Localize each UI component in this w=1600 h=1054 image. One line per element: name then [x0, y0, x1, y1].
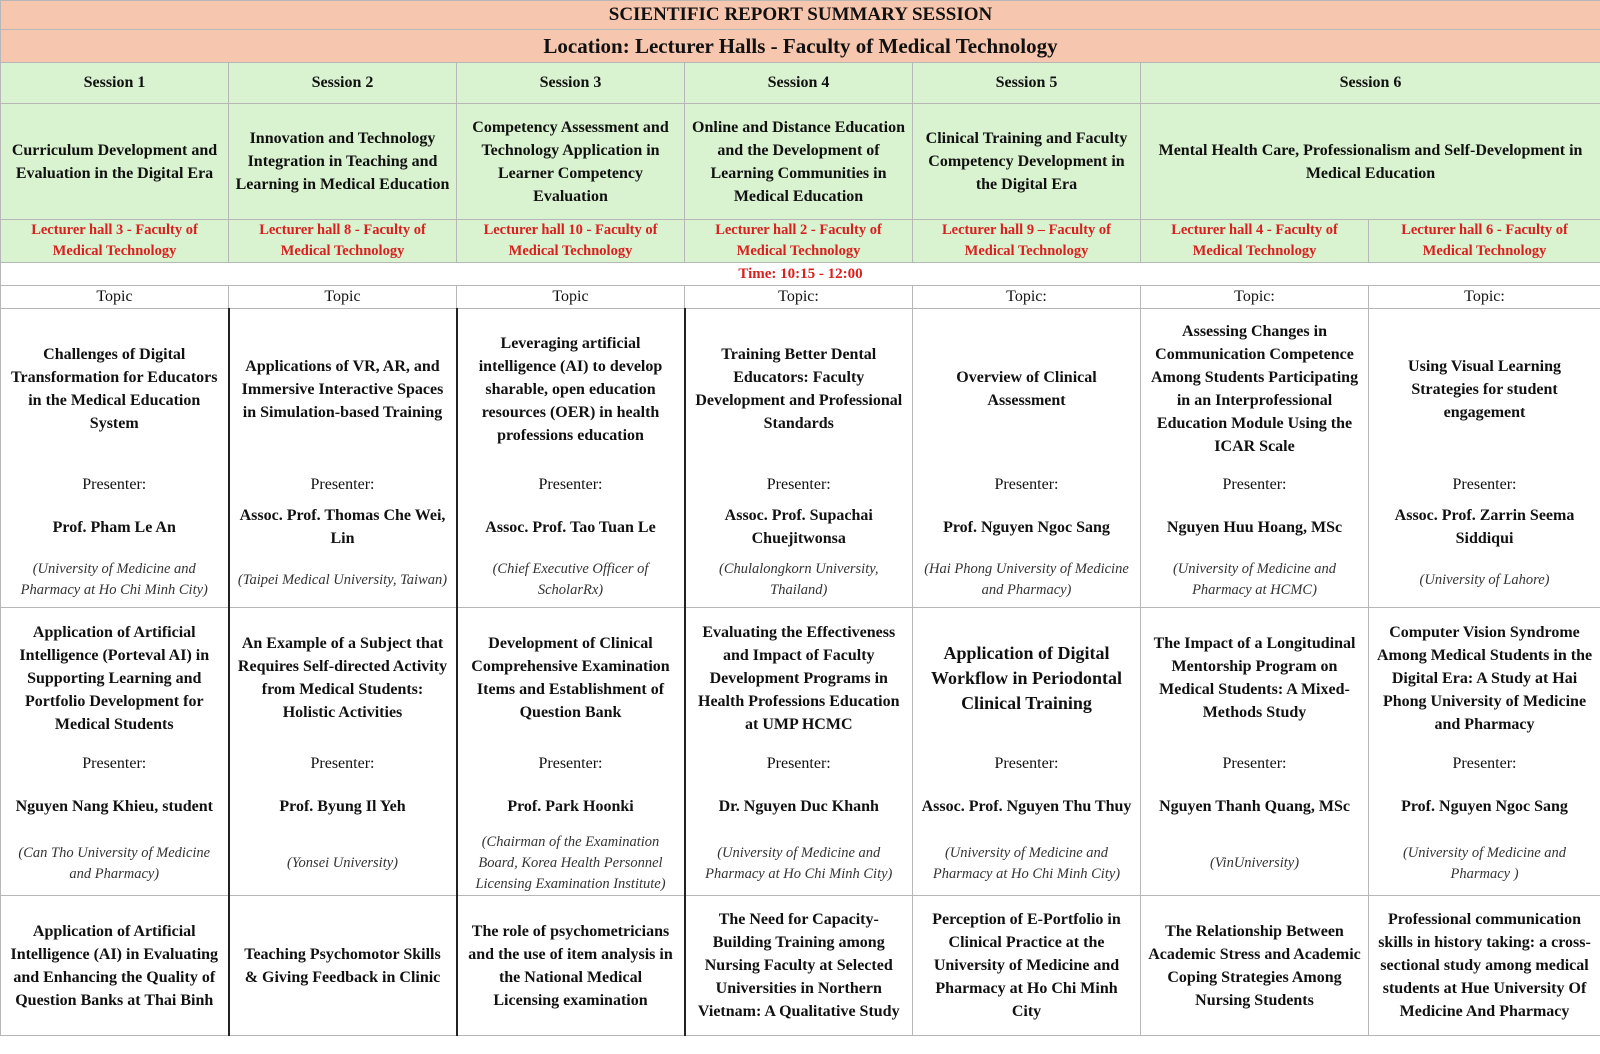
session-time: Time: 10:15 - 12:00: [1, 263, 1600, 286]
talk-title: The Need for Capacity-Building Training among Nursing Faculty at Selected Universities in Northern Vietnam: A Qualitative Study: [697, 911, 900, 1020]
presenter-name: Assoc. Prof. Thomas Che Wei, Lin: [239, 507, 446, 547]
talk-title: The role of psychometricians and the use of item analysis in the National Medical Licensing examination: [468, 922, 673, 1009]
talk-title: Assessing Changes in Communication Competence Among Students Participating in an Interprofessional Education Module Using the ICAR Scale: [1150, 323, 1359, 455]
lecture-hall: Lecturer hall 8 - Faculty of Medical Technology: [229, 220, 457, 263]
talk-title: Using Visual Learning Strategies for student engagement: [1408, 357, 1561, 421]
presenter-affiliation: (University of Lahore): [1419, 571, 1550, 588]
topic-label: Topic: [457, 286, 685, 309]
presenter-affiliation: (Hai Phong University of Medicine and Pharmacy): [924, 561, 1129, 598]
presenter-label: Presenter:: [82, 476, 147, 493]
talk-title: The Impact of a Longitudinal Mentorship Program on Medical Students: A Mixed-Methods Study: [1153, 635, 1356, 721]
talk-cell: [685, 896, 913, 1036]
talk-cell: [1141, 309, 1369, 608]
talk-row: [1, 309, 1600, 608]
presenter-name: Assoc. Prof. Tao Tuan Le: [485, 518, 656, 536]
talk-cell: [685, 608, 913, 896]
lecture-hall: Lecturer hall 6 - Faculty of Medical Technology: [1369, 220, 1600, 263]
presenter-affiliation: (University of Medicine and Pharmacy at HCMC): [1172, 561, 1337, 598]
talk-cell: [913, 608, 1141, 896]
presenter-label: Presenter:: [1222, 476, 1287, 493]
presenter-name: Nguyen Huu Hoang, MSc: [1166, 518, 1343, 536]
presenter-name: Nguyen Thanh Quang, MSc: [1159, 797, 1350, 815]
topic-label: Topic: [229, 286, 457, 309]
presenter-name: Prof. Pham Le An: [52, 518, 176, 536]
talk-title: Computer Vision Syndrome Among Medical Students in the Digital Era: A Study at Hai Phong University of Medicine and Pharmacy: [1376, 623, 1593, 733]
report-title: SCIENTIFIC REPORT SUMMARY SESSION: [1, 1, 1600, 30]
time-row: [1, 263, 1600, 286]
lecture-hall: Lecturer hall 2 - Faculty of Medical Technology: [685, 220, 913, 263]
session-theme: Competency Assessment and Technology Application in Learner Competency Evaluation: [457, 104, 685, 220]
lecture-hall: Lecturer hall 10 - Faculty of Medical Technology: [457, 220, 685, 263]
talk-title: Perception of E-Portfolio in Clinical Practice at the University of Medicine and Pharmacy at Ho Chi Minh City: [932, 911, 1121, 1020]
presenter-affiliation: (Can Tho University of Medicine and Pharmacy): [18, 844, 211, 882]
presenter-label: Presenter:: [538, 755, 603, 772]
presenter-name: Assoc. Prof. Nguyen Thu Thuy: [921, 797, 1132, 815]
talk-title: Teaching Psychomotor Skills & Giving Feedback in Clinic: [244, 945, 441, 986]
presenter-affiliation: (University of Medicine and Pharmacy ): [1402, 844, 1567, 882]
talk-title: Application of Digital Workflow in Periodontal Clinical Training: [930, 642, 1122, 713]
presenter-affiliation: (University of Medicine and Pharmacy at Ho Chi Minh City): [20, 561, 208, 598]
talk-title: Leveraging artificial intelligence (AI) to develop sharable, open education resources (OER) in health professions education: [478, 334, 663, 444]
talk-cell: [1, 608, 229, 896]
session-theme: Mental Health Care, Professionalism and Self-Development in Medical Education: [1141, 104, 1600, 220]
talk-cell: [685, 309, 913, 608]
presenter-label: Presenter:: [994, 476, 1059, 493]
presenter-affiliation: (University of Medicine and Pharmacy at Ho Chi Minh City): [932, 844, 1121, 882]
talk-cell: [1, 896, 229, 1036]
talk-title: Application of Artificial Intelligence (Porteval AI) in Supporting Learning and Portfolio Development for Medical Students: [19, 623, 210, 733]
talk-title: Challenges of Digital Transformation for Educators in the Medical Education System: [10, 346, 218, 432]
presenter-label: Presenter:: [82, 755, 147, 772]
talk-title: An Example of a Subject that Requires Self-directed Activity from Medical Students: Holistic Activities: [237, 635, 448, 721]
presenter-label: Presenter:: [994, 755, 1059, 772]
talk-title: Applications of VR, AR, and Immersive Interactive Spaces in Simulation-based Training: [241, 357, 444, 421]
talk-title: Development of Clinical Comprehensive Examination Items and Establishment of Question Bank: [471, 635, 670, 721]
talk-title: Application of Artificial Intelligence (AI) in Evaluating and Enhancing the Quality of Question Banks at Thai Binh: [10, 922, 219, 1009]
lecture-hall: Lecturer hall 4 - Faculty of Medical Technology: [1141, 220, 1369, 263]
presenter-name: Prof. Park Hoonki: [507, 797, 634, 815]
talk-cell: [1369, 896, 1600, 1036]
presenter-label: Presenter:: [310, 476, 375, 493]
talk-row: [1, 608, 1600, 896]
session-label: Session 6: [1141, 63, 1600, 104]
presenter-name: Assoc. Prof. Supachai Chuejitwonsa: [724, 507, 873, 547]
presenter-label: Presenter:: [1452, 755, 1517, 772]
presenter-label: Presenter:: [538, 476, 603, 493]
presenter-name: Prof. Nguyen Ngoc Sang: [943, 518, 1110, 536]
presenter-label: Presenter:: [1452, 476, 1517, 493]
session-label: Session 3: [457, 63, 685, 104]
talk-cell: [457, 896, 685, 1036]
presenter-label: Presenter:: [1222, 755, 1287, 772]
session-theme: Innovation and Technology Integration in Teaching and Learning in Medical Education: [229, 104, 457, 220]
talk-row: [1, 896, 1600, 1036]
presenter-affiliation: (Taipei Medical University, Taiwan): [237, 571, 448, 588]
presenter-affiliation: (VinUniversity): [1209, 855, 1300, 871]
lecture-hall: Lecturer hall 3 - Faculty of Medical Technology: [1, 220, 229, 263]
session-theme: Curriculum Development and Evaluation in the Digital Era: [1, 104, 229, 220]
session-label-row: [1, 63, 1600, 104]
talk-cell: [457, 309, 685, 608]
presenter-affiliation: (University of Medicine and Pharmacy at Ho Chi Minh City): [705, 844, 893, 882]
session-label: Session 4: [685, 63, 913, 104]
topic-label: Topic:: [913, 286, 1141, 309]
lecture-hall: Lecturer hall 9 – Faculty of Medical Technology: [913, 220, 1141, 263]
presenter-affiliation: (Chairman of the Examination Board, Korea Health Personnel Licensing Examination Institute): [475, 834, 666, 892]
talk-cell: [1141, 608, 1369, 896]
presenter-affiliation: (Yonsei University): [286, 855, 399, 871]
talk-title: Training Better Dental Educators: Faculty Development and Professional Standards: [695, 346, 903, 432]
talk-cell: [1369, 309, 1600, 608]
topic-label: Topic:: [685, 286, 913, 309]
header-location-row: [1, 30, 1600, 63]
location-title: Location: Lecturer Halls - Faculty of Medical Technology: [1, 30, 1600, 63]
talk-cell: [1141, 896, 1369, 1036]
presenter-name: Dr. Nguyen Duc Khanh: [718, 797, 879, 815]
presenter-label: Presenter:: [310, 755, 375, 772]
presenter-name: Prof. Byung Il Yeh: [279, 797, 406, 815]
talk-title: Professional communication skills in history taking: a cross-sectional study among medical students at Hue University Of Medicine And Pharmacy: [1378, 911, 1591, 1020]
session-label: Session 1: [1, 63, 229, 104]
talk-title: The Relationship Between Academic Stress and Academic Coping Strategies Among Nursing Students: [1148, 922, 1361, 1009]
topic-label-row: [1, 286, 1600, 309]
presenter-name: Nguyen Nang Khieu, student: [15, 797, 213, 815]
topic-label: Topic: [1, 286, 229, 309]
talk-cell: [229, 608, 457, 896]
talk-cell: [1369, 608, 1600, 896]
presenter-name: Prof. Nguyen Ngoc Sang: [1401, 797, 1568, 815]
talk-cell: [1, 309, 229, 608]
session-theme-row: [1, 104, 1600, 220]
presenter-name: Assoc. Prof. Zarrin Seema Siddiqui: [1394, 507, 1575, 547]
talk-title: Overview of Clinical Assessment: [956, 369, 1097, 409]
session-label: Session 2: [229, 63, 457, 104]
session-theme: Online and Distance Education and the Development of Learning Communities in Medical Education: [685, 104, 913, 220]
talk-cell: [913, 309, 1141, 608]
talk-cell: [913, 896, 1141, 1036]
talk-title: Evaluating the Effectiveness and Impact of Faculty Development Programs in Health Professions Education at UMP HCMC: [698, 623, 900, 733]
talk-cell: [229, 309, 457, 608]
topic-label: Topic:: [1369, 286, 1600, 309]
presenter-label: Presenter:: [766, 476, 831, 493]
presenter-affiliation: (Chief Executive Officer of ScholarRx): [492, 561, 649, 598]
session-theme: Clinical Training and Faculty Competency Development in the Digital Era: [913, 104, 1141, 220]
header-title-row: [1, 1, 1600, 30]
presenter-affiliation: (Chulalongkorn University, Thailand): [719, 561, 879, 598]
topic-label: Topic:: [1141, 286, 1369, 309]
session-label: Session 5: [913, 63, 1141, 104]
lecture-hall-row: [1, 220, 1600, 263]
presenter-label: Presenter:: [766, 755, 831, 772]
talk-cell: [457, 608, 685, 896]
talk-cell: [229, 896, 457, 1036]
